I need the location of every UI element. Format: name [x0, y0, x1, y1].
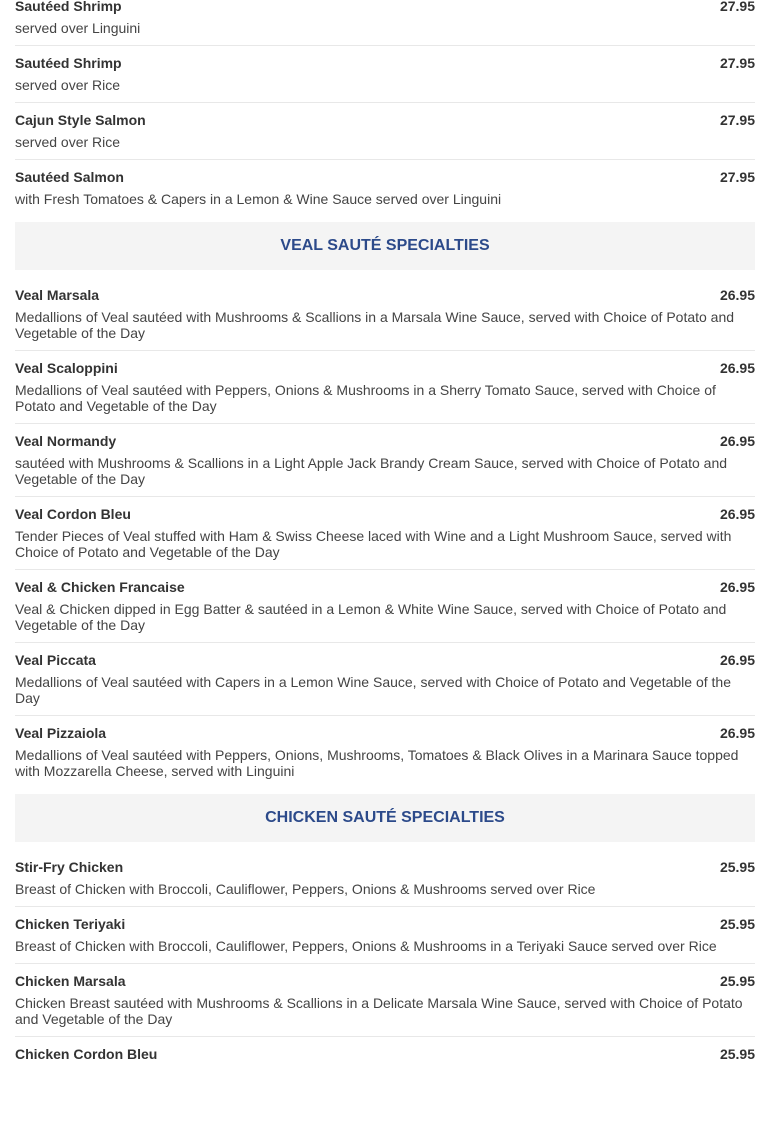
- menu-item-description: Medallions of Veal sautéed with Capers in a Lemon Wine Sauce, served with Choice of Potato and Vegetable of the Day: [15, 674, 731, 706]
- menu-item-name: Cajun Style Salmon: [15, 112, 146, 128]
- menu-item: [15, 907, 755, 964]
- menu-item-header: [15, 915, 755, 933]
- menu-item-description: Breast of Chicken with Broccoli, Cauliflower, Peppers, Onions & Mushrooms served over Rice: [15, 881, 596, 897]
- menu-item-name: Veal Cordon Bleu: [15, 506, 131, 522]
- menu-item-price: 26.95: [719, 433, 755, 449]
- menu-item: [15, 424, 755, 497]
- menu-item-name: Veal & Chicken Francaise: [15, 579, 185, 595]
- menu-item-name: Chicken Marsala: [15, 973, 126, 989]
- menu-item-price: 27.95: [719, 112, 755, 128]
- menu-item: [15, 0, 755, 46]
- menu-item-name: Veal Normandy: [15, 433, 117, 449]
- menu-item: [15, 716, 755, 788]
- menu-item-name: Veal Scaloppini: [15, 360, 118, 376]
- menu-item-price: 27.95: [719, 55, 755, 71]
- menu-item: [15, 278, 755, 351]
- menu-item-header: [15, 111, 755, 129]
- section-heading: CHICKEN SAUTÉ SPECIALTIES: [15, 794, 755, 842]
- menu-item-price: 25.95: [719, 1046, 755, 1062]
- menu-item-header: [15, 359, 755, 377]
- menu-item-header: [15, 651, 755, 669]
- menu-item-header: [15, 432, 755, 450]
- menu-item-header: [15, 972, 755, 990]
- menu-item-description: served over Rice: [15, 77, 121, 93]
- menu-item-description: Breast of Chicken with Broccoli, Cauliflower, Peppers, Onions & Mushrooms in a Teriyaki Sauce served over Rice: [15, 938, 717, 954]
- menu-item: [15, 570, 755, 643]
- menu-item: [15, 964, 755, 1037]
- menu-item-price: 27.95: [719, 169, 755, 185]
- menu-item-description: Medallions of Veal sautéed with Peppers, Onions & Mushrooms in a Sherry Tomato Sauce, served with Choice of Potato and Vegetable of the Day: [15, 382, 716, 414]
- menu-item-description: served over Linguini: [15, 20, 141, 36]
- menu-item-price: 26.95: [719, 652, 755, 668]
- menu-item-header: [15, 168, 755, 186]
- menu-item-description: Medallions of Veal sautéed with Mushrooms & Scallions in a Marsala Wine Sauce, served with Choice of Potato and Vegetable of the Day: [15, 309, 735, 341]
- menu-item-name: Sautéed Salmon: [15, 169, 124, 185]
- menu-item-header: [15, 858, 755, 876]
- menu-item-header: [15, 505, 755, 523]
- menu-item-header: [15, 0, 755, 15]
- menu-item-name: Veal Pizzaiola: [15, 725, 107, 741]
- menu-item-header: [15, 1045, 755, 1063]
- menu-item-description: Chicken Breast sautéed with Mushrooms & Scallions in a Delicate Marsala Wine Sauce, served with Choice of Potato and Vegetable of the Day: [15, 995, 743, 1027]
- menu-item-description: sautéed with Mushrooms & Scallions in a Light Apple Jack Brandy Cream Sauce, served with Choice of Potato and Vegetable of the Day: [15, 455, 728, 487]
- menu-item-name: Veal Marsala: [15, 287, 100, 303]
- menu-item-description: served over Rice: [15, 134, 121, 150]
- menu-item-price: 26.95: [719, 360, 755, 376]
- menu-item: [15, 643, 755, 716]
- menu-item-header: [15, 54, 755, 72]
- menu-item-price: 26.95: [719, 579, 755, 595]
- menu-item: [15, 46, 755, 103]
- menu-item-price: 25.95: [719, 859, 755, 875]
- menu-item-name: Veal Piccata: [15, 652, 96, 668]
- menu-item-name: Stir-Fry Chicken: [15, 859, 124, 875]
- menu-item-description: Veal & Chicken dipped in Egg Batter & sautéed in a Lemon & White Wine Sauce, served with Choice of Potato and Vegetable of the Day: [15, 601, 727, 633]
- menu-item-price: 25.95: [719, 916, 755, 932]
- menu-item-description: Tender Pieces of Veal stuffed with Ham & Swiss Cheese laced with Wine and a Light Mushroom Sauce, served with Choice of Potato and Vegetable of the Day: [15, 528, 732, 560]
- menu-item-header: [15, 578, 755, 596]
- menu-item-name: Chicken Cordon Bleu: [15, 1046, 158, 1062]
- menu-item-price: 25.95: [719, 973, 755, 989]
- menu-item-name: Chicken Teriyaki: [15, 916, 126, 932]
- section-heading: VEAL SAUTÉ SPECIALTIES: [15, 222, 755, 270]
- menu-item-header: [15, 286, 755, 304]
- menu-item: [15, 497, 755, 570]
- menu-item: [15, 103, 755, 160]
- menu-item-name: Sautéed Shrimp: [15, 0, 122, 14]
- menu-item: [15, 160, 755, 216]
- menu-item-description: Medallions of Veal sautéed with Peppers, Onions, Mushrooms, Tomatoes & Black Olives in a Marinara Sauce topped with Mozzarella Cheese, served with Linguini: [15, 747, 739, 779]
- menu-item-description: with Fresh Tomatoes & Capers in a Lemon & Wine Sauce served over Linguini: [15, 191, 502, 207]
- menu-item-price: 26.95: [719, 725, 755, 741]
- menu-list: [15, 0, 755, 1072]
- menu-item-header: [15, 724, 755, 742]
- menu-item-price: 27.95: [719, 0, 755, 14]
- menu-item-price: 26.95: [719, 506, 755, 522]
- menu-item: [15, 1037, 755, 1072]
- menu-item: [15, 850, 755, 907]
- menu-item-name: Sautéed Shrimp: [15, 55, 122, 71]
- menu-item: [15, 351, 755, 424]
- menu-item-price: 26.95: [719, 287, 755, 303]
